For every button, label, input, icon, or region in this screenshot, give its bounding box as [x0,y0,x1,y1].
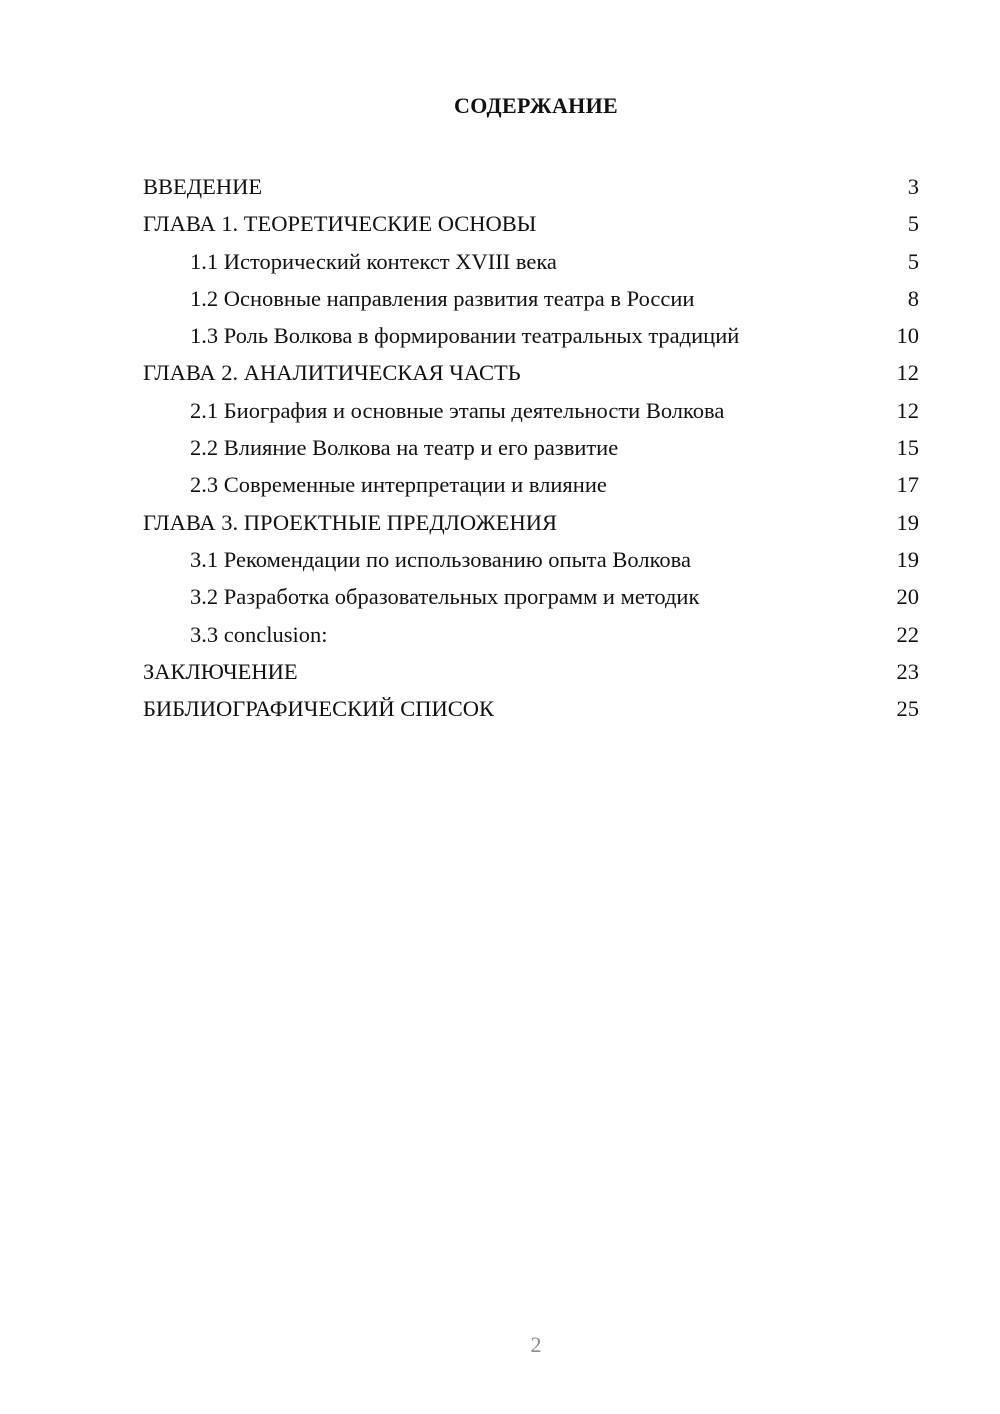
toc-subentry[interactable] [143,541,919,578]
toc-subentry[interactable] [143,280,919,317]
toc-entry-label: ВВЕДЕНИЕ [143,174,263,199]
toc-subentry[interactable] [143,317,919,354]
toc-subentry[interactable] [143,616,919,653]
toc-entry-page: 19 [896,546,919,572]
toc-subentry[interactable] [143,429,919,466]
toc-entry[interactable] [143,205,919,242]
toc-entry-label: 3.2 Разработка образовательных программ и методик [190,584,700,610]
toc-entry-label: БИБЛИОГРАФИЧЕСКИЙ СПИСОК [143,696,495,722]
toc-entry-label: 2.1 Биография и основные этапы деятельности Волкова [190,397,725,423]
toc-entry-label: ГЛАВА 3. ПРОЕКТНЫЕ ПРЕДЛОЖЕНИЯ [143,509,558,535]
toc-entry-page: 15 [896,435,919,461]
toc-entry-page: 19 [896,509,919,535]
toc-entry-page: 22 [896,621,919,647]
toc-entry-page: 5 [907,248,919,274]
toc-entry[interactable] [143,504,919,541]
toc-entry[interactable] [143,354,919,391]
toc-entry-page: 3 [907,174,919,199]
toc-entry-page: 17 [896,472,919,498]
toc-subentry[interactable] [143,392,919,429]
toc-entry-label: 1.2 Основные направления развития театра в России [190,285,695,311]
toc-entry-page: 12 [896,397,919,423]
toc-entry-label: 3.1 Рекомендации по использованию опыта Волкова [190,546,691,572]
page-number: 2 [530,1332,542,1357]
toc-entry-label: 2.3 Современные интерпретации и влияние [190,472,607,498]
toc-entry-label: 2.2 Влияние Волкова на театр и его развитие [190,435,619,461]
toc-entry[interactable] [143,653,919,690]
toc-entry-label: 1.3 Роль Волкова в формировании театральных традиций [190,323,740,349]
toc-subentry[interactable] [143,466,919,503]
toc-entry-label: 3.3 conclusion: [190,621,328,647]
toc-entry-label: ГЛАВА 1. ТЕОРЕТИЧЕСКИЕ ОСНОВЫ [143,211,537,237]
toc-entry-label: ГЛАВА 2. АНАЛИТИЧЕСКАЯ ЧАСТЬ [143,360,521,386]
toc-entry[interactable] [143,168,919,205]
toc-entry-page: 20 [896,584,919,610]
table-of-contents [143,168,919,727]
toc-entry-label: ЗАКЛЮЧЕНИЕ [143,658,298,684]
toc-entry-page: 10 [896,323,919,349]
toc-entry-page: 23 [896,658,919,684]
toc-subentry[interactable] [143,243,919,280]
toc-subentry[interactable] [143,578,919,615]
toc-entry-page: 12 [896,360,919,386]
toc-entry-page: 8 [907,285,919,311]
toc-entry-page: 5 [907,211,919,237]
toc-entry-label: 1.1 Исторический контекст XVIII века [190,248,557,274]
toc-entry-page: 25 [896,696,919,722]
toc-entry[interactable] [143,690,919,727]
page-title: СОДЕРЖАНИЕ [454,93,618,118]
